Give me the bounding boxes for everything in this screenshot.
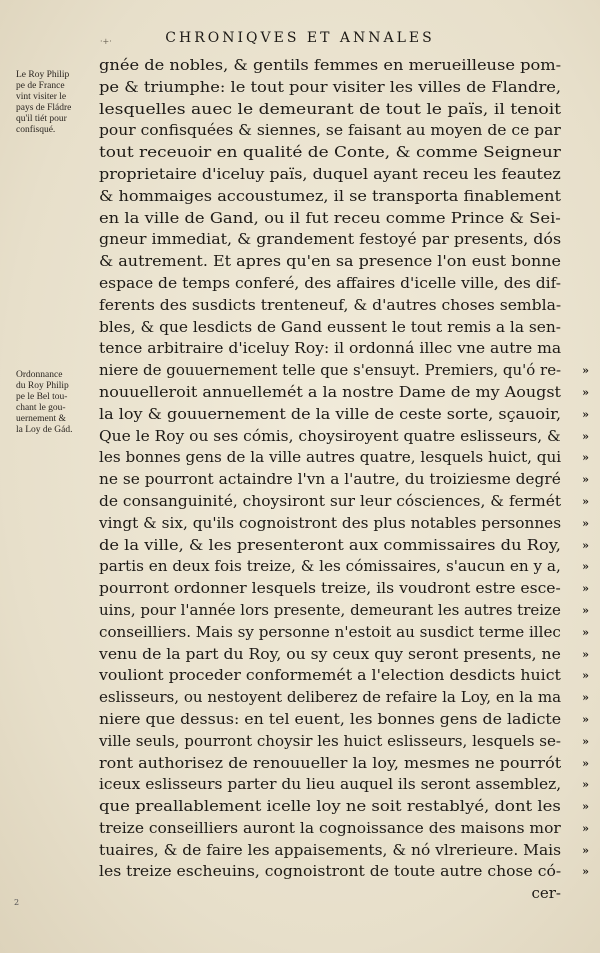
quote-mark: »	[582, 385, 589, 399]
text-line-content: conseilliers. Mais sy personne n'estoit au susdict terme illec	[99, 622, 561, 641]
quote-mark: »	[582, 691, 589, 705]
text-line	[99, 578, 589, 600]
text-line-content: vingt & six, qu'ils cognoistront des plus notables personnes	[99, 513, 562, 532]
running-title: CHRONIQVES ET ANNALES	[165, 30, 435, 46]
margin-note-line: qu'il tiét pour	[16, 114, 67, 124]
text-line-content: vouliont proceder conformemét a l'election desdicts huict	[99, 666, 561, 685]
text-line	[99, 709, 589, 731]
text-line-content: eslisseurs, ou nestoyent deliberez de refaire la Loy, en la ma	[99, 688, 562, 707]
text-line-content: pour confisquées & siennes, se faisant au moyen de ce par	[99, 121, 561, 140]
quote-mark: »	[582, 865, 589, 879]
text-line-content: Que le Roy ou ses cómis, choysiroyent quatre eslisseurs, &	[99, 426, 561, 445]
text-line-content: gnée de nobles, & gentils femmes en merueilleuse pom-	[99, 56, 562, 74]
margin-note-line: Le Roy Philip	[16, 70, 70, 80]
margin-note-line: chant le gou-	[16, 403, 66, 413]
text-line-content: en la ville de Gand, ou il fut receu comme Prince & Sei-	[99, 208, 561, 227]
text-line-content: pe & triumphe: le tout pour visiter les villes de Flandre,	[99, 77, 562, 96]
text-line	[99, 731, 589, 753]
text-line	[99, 208, 561, 230]
text-line-content: tence arbitraire d'iceluy Roy: il ordonná illec vne autre ma	[99, 339, 562, 358]
text-line	[99, 186, 561, 208]
text-line	[99, 556, 589, 578]
quote-mark: »	[582, 843, 589, 857]
text-line	[99, 251, 561, 273]
text-line	[99, 120, 561, 142]
quote-mark: »	[582, 712, 589, 726]
quote-mark: »	[582, 560, 589, 574]
text-line	[99, 404, 589, 426]
text-line	[99, 687, 589, 709]
text-line-content: treize conseilliers auront la cognoissance des maisons mor	[99, 818, 561, 837]
text-line	[99, 273, 561, 295]
quote-mark: »	[582, 407, 589, 421]
quote-mark: »	[582, 669, 589, 683]
text-line-content: gneur immediat, & grandement festoyé par presents, dós	[99, 230, 562, 249]
text-line-content: bles, & que lesdicts de Gand eussent le tout remis a la sen-	[99, 317, 561, 336]
text-line-content: ferents des susdicts trenteneuf, & d'autres choses sembla-	[99, 295, 562, 314]
quote-mark: »	[582, 800, 589, 814]
quote-mark: »	[582, 778, 589, 792]
text-line-content: ne se pourront actaindre l'vn a l'autre, du troiziesme degré	[99, 470, 561, 489]
text-line-content: partis en deux fois treize, & les cómissaires, s'aucun en y a,	[99, 557, 561, 576]
text-line	[99, 426, 589, 448]
text-line-content: pourront ordonner lesquels treize, ils voudront estre esce-	[99, 579, 561, 598]
quote-mark: »	[582, 516, 589, 530]
text-line-content: iceux eslisseurs parter du lieu auquel ils seront assemblez,	[99, 775, 562, 794]
text-line	[99, 818, 589, 840]
text-line	[99, 382, 589, 404]
quote-mark: »	[582, 473, 589, 487]
text-line-content: tout receuoir en qualité de Conte, & comme Seigneur	[99, 143, 561, 162]
catchword: cer-	[531, 884, 561, 903]
margin-note-2	[16, 370, 94, 436]
text-line-content: ville seuls, pourront choysir les huict eslisseurs, lesquels se-	[99, 731, 562, 750]
head-ornament: ·+·	[100, 37, 112, 46]
quote-mark: »	[582, 582, 589, 596]
text-line-content: uins, pour l'année lors presente, demeurant les autres treize	[99, 600, 561, 619]
text-line-content: tuaires, & de faire les appaisements, & nó vlrerieure. Mais	[99, 840, 562, 859]
quote-mark: »	[582, 603, 589, 617]
text-line-content: & hommaiges accoustumez, il se transporta finablement	[99, 186, 561, 205]
text-line	[99, 840, 589, 862]
margin-note-line: pe le Bel tou-	[16, 392, 68, 402]
quote-mark: »	[582, 756, 589, 770]
text-line-content: les treize escheuins, cognoistront de toute autre chose có-	[99, 862, 562, 881]
text-line	[99, 665, 589, 687]
text-line-content: que preallablement icelle loy ne soit restablyé, dont les	[99, 797, 561, 816]
foot-mark: 2	[14, 898, 20, 907]
margin-note-line: confisqué.	[16, 125, 56, 135]
margin-note-line: Ordonnance	[16, 370, 63, 380]
text-line-content: venu de la part du Roy, ou sy ceux quy seront presents, ne	[99, 644, 561, 663]
text-line	[99, 535, 589, 557]
text-line	[99, 469, 589, 491]
text-line	[99, 622, 589, 644]
text-line	[99, 164, 561, 186]
text-line	[99, 99, 561, 121]
text-line-content: de consanguinité, choysiront sur leur cósciences, & fermét	[99, 491, 562, 510]
text-line-content: les bonnes gens de la ville autres quatre, lesquels huict, qui	[99, 448, 562, 467]
text-line-content: lesquelles auec le demeurant de tout le païs, il tenoit	[99, 99, 562, 118]
text-line	[99, 861, 589, 883]
text-line	[99, 338, 561, 360]
margin-note-line: du Roy Philip	[16, 381, 69, 391]
quote-mark: »	[582, 429, 589, 443]
text-line	[99, 491, 589, 513]
text-line	[99, 513, 589, 535]
text-line-content: proprietaire d'iceluy païs, duquel ayant receu les feautez	[99, 164, 561, 183]
text-line-content: ront authorisez de renouueller la loy, mesmes ne pourrót	[99, 753, 562, 772]
text-line	[99, 360, 589, 382]
text-line	[99, 774, 589, 796]
text-line-content: de la ville, & les presenteront aux commissaires du Roy,	[99, 535, 561, 554]
text-line	[99, 229, 561, 251]
text-line	[99, 447, 589, 469]
margin-note-line: uernement &	[16, 414, 66, 424]
text-line	[99, 295, 561, 317]
text-line	[99, 753, 589, 775]
text-line-content: niere de gouuernement telle que s'ensuyt. Premiers, qu'ó re-	[99, 361, 562, 380]
text-line	[99, 600, 589, 622]
quote-mark: »	[582, 734, 589, 748]
text-line-content: & autrement. Et apres qu'en sa presence l'on eust bonne	[99, 252, 561, 271]
text-line	[99, 77, 561, 99]
quote-mark: »	[582, 538, 589, 552]
quote-mark: »	[582, 494, 589, 508]
quote-mark: »	[582, 364, 589, 378]
text-line-content: espace de temps conferé, des affaires d'icelle ville, des dif-	[99, 273, 562, 292]
margin-note-line: la Loy de Gád.	[16, 425, 73, 435]
quote-mark: »	[582, 625, 589, 639]
margin-note-line: vint visiter le	[16, 92, 67, 102]
quote-mark: »	[582, 647, 589, 661]
text-line	[99, 796, 589, 818]
text-line-content: la loy & gouuernement de la ville de ceste sorte, sçauoir,	[99, 404, 562, 423]
text-line	[99, 142, 561, 164]
quote-mark: »	[582, 821, 589, 835]
text-line	[99, 644, 589, 666]
text-line-content: nouuelleroit annuellemét a la nostre Dame de my Aougst	[99, 382, 561, 401]
catchword-line	[99, 883, 561, 905]
quote-mark: »	[582, 451, 589, 465]
margin-note-line: pays de Fládre	[16, 103, 72, 113]
margin-note-1	[16, 70, 94, 136]
margin-note-line: pe de France	[16, 81, 65, 91]
text-line-content: niere que dessus: en tel euent, les bonnes gens de ladicte	[99, 709, 562, 728]
text-line	[99, 317, 561, 339]
text-line	[99, 55, 561, 77]
body-text	[99, 55, 589, 905]
